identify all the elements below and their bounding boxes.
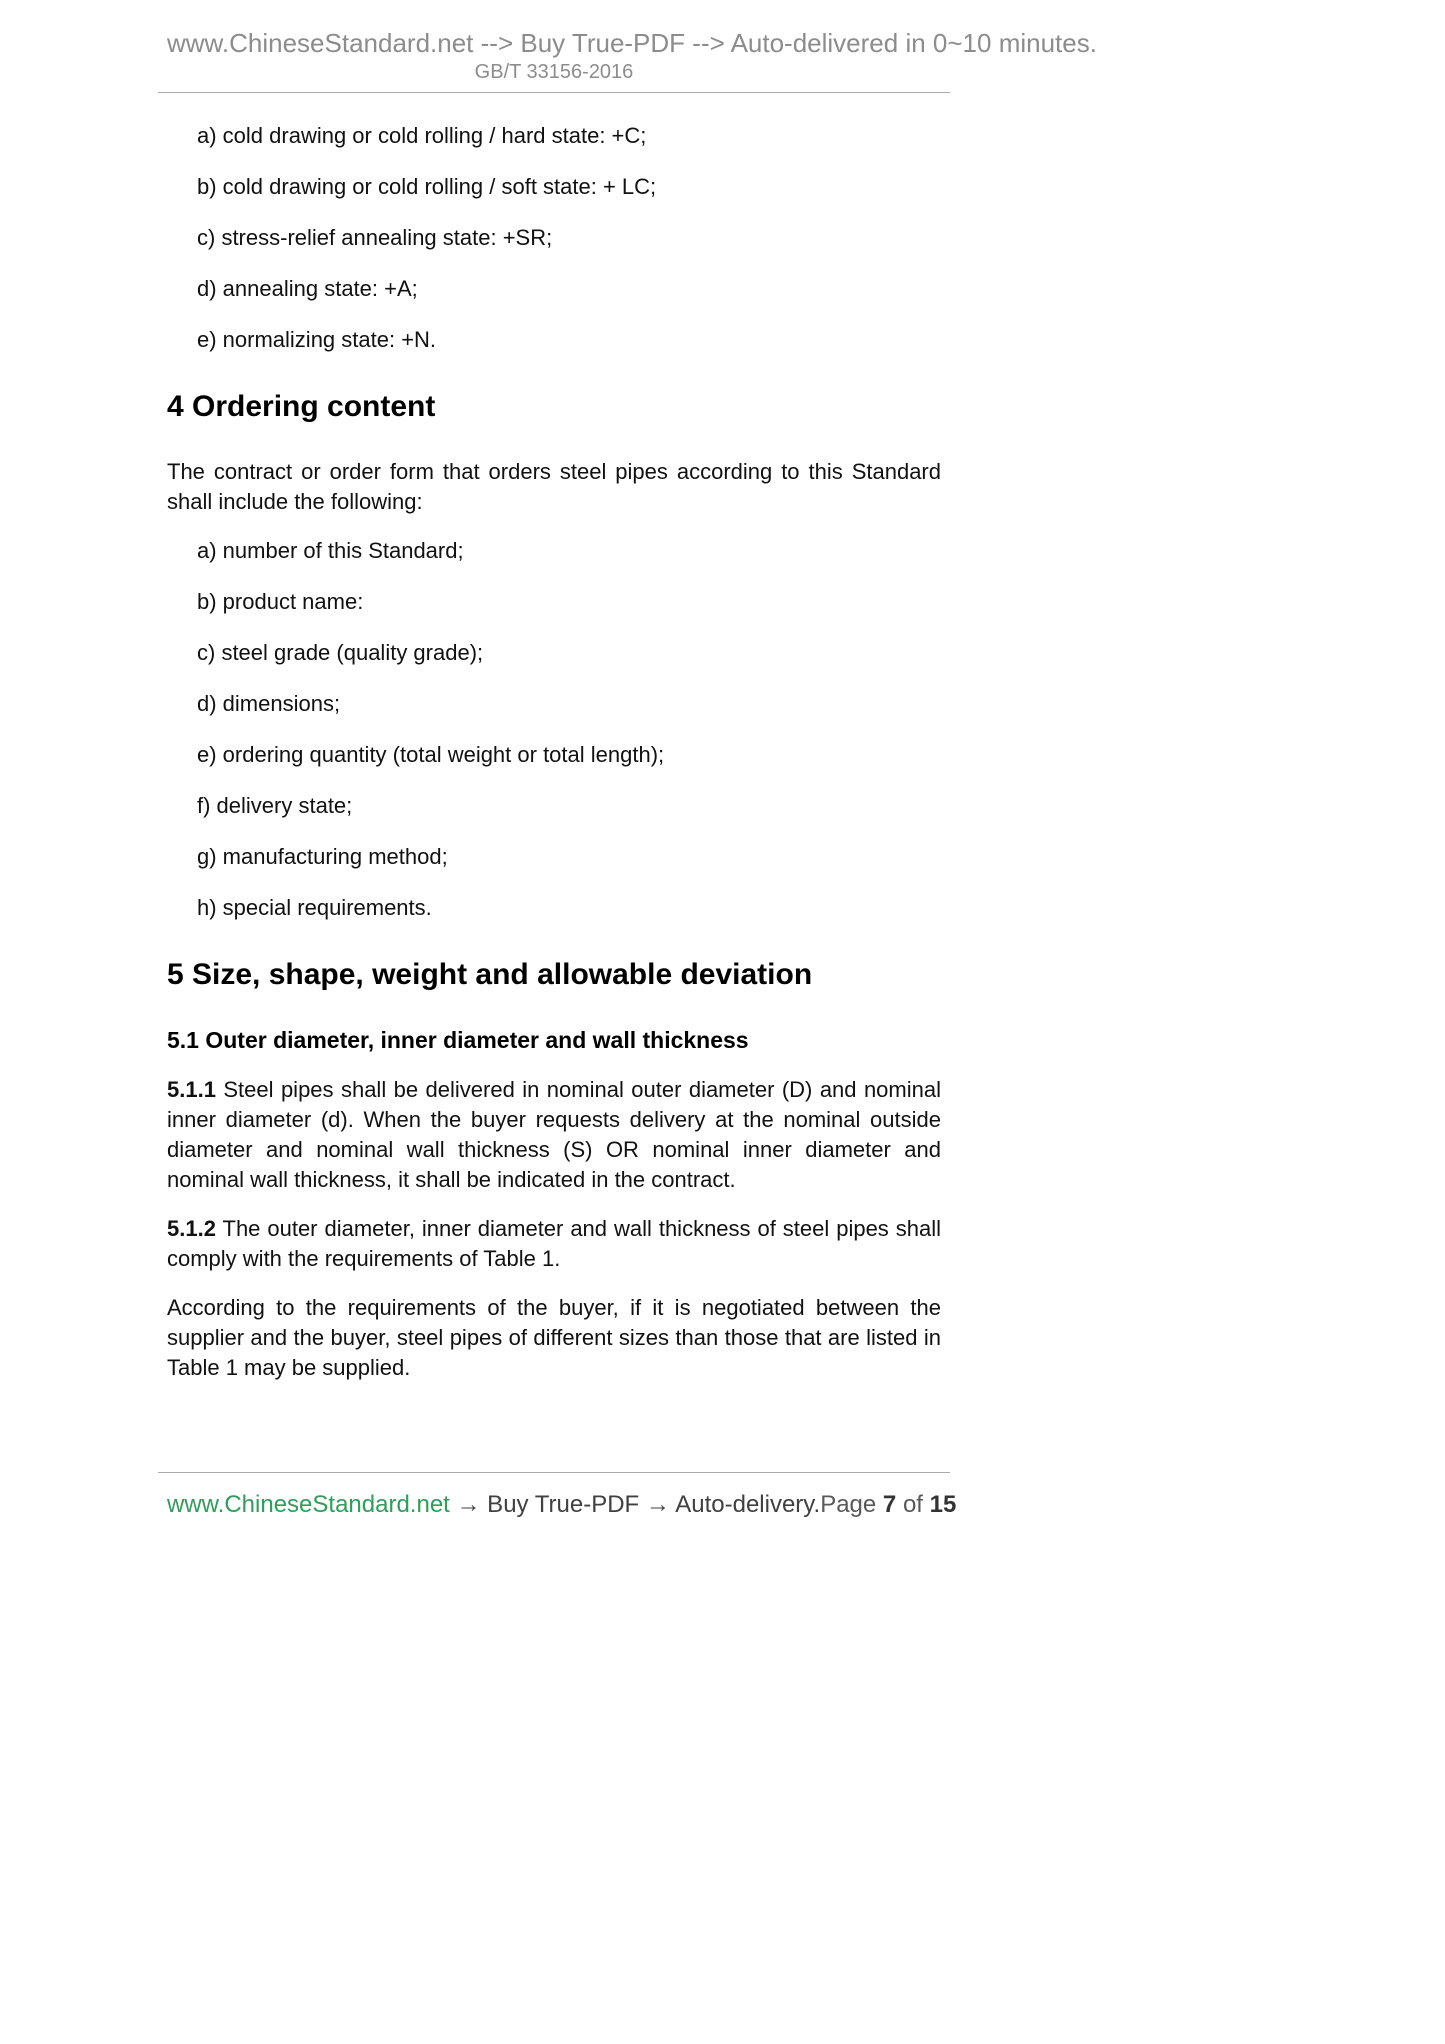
section-5-heading: 5 Size, shape, weight and allowable deviation bbox=[167, 958, 813, 991]
list-item: b) cold drawing or cold rolling / soft state: + LC; bbox=[197, 174, 657, 199]
list-item: f) delivery state; bbox=[197, 793, 353, 818]
paragraph-5-1-1 bbox=[167, 1075, 941, 1195]
clause-text: Steel pipes shall be delivered in nominal outer diameter (D) and nominal inner diameter (d). When the buyer requests delivery at the nominal outside diameter and nominal wall thickness (S) OR nominal inner diameter and nominal wall thickness, it shall be indicated in the contract. bbox=[167, 1077, 941, 1192]
header-promo-text: www.ChineseStandard.net --> Buy True-PDF --> Auto-delivered in 0~10 minutes. bbox=[167, 28, 1097, 58]
section-4-heading: 4 Ordering content bbox=[167, 390, 436, 423]
list-item: d) dimensions; bbox=[197, 691, 341, 716]
page-total: 15 bbox=[929, 1491, 957, 1518]
page-current: 7 bbox=[882, 1491, 897, 1518]
document-body bbox=[167, 121, 941, 1402]
list-item: a) number of this Standard; bbox=[197, 538, 464, 563]
list-item: e) ordering quantity (total weight or total length); bbox=[197, 742, 665, 767]
paragraph-5-1-2 bbox=[167, 1214, 941, 1274]
page-indicator bbox=[820, 1490, 956, 1520]
ordering-content-list bbox=[167, 536, 941, 923]
section-5-1-subheading: 5.1 Outer diameter, inner diameter and wall thickness bbox=[167, 1027, 749, 1053]
page-header bbox=[167, 28, 1097, 84]
footer-site-link[interactable]: www.ChineseStandard.net bbox=[167, 1491, 450, 1518]
page-footer bbox=[167, 1490, 957, 1520]
section-4-intro: The contract or order form that orders steel pipes according to this Standard shall include the following: bbox=[167, 459, 941, 514]
footer-divider bbox=[158, 1472, 950, 1473]
list-item: g) manufacturing method; bbox=[197, 844, 448, 869]
list-item: e) normalizing state: +N. bbox=[197, 327, 437, 352]
of-label: of bbox=[902, 1491, 923, 1518]
delivery-state-list bbox=[167, 121, 941, 355]
page-label: Page bbox=[820, 1491, 877, 1518]
footer-promo bbox=[167, 1490, 820, 1520]
list-item: c) stress-relief annealing state: +SR; bbox=[197, 225, 553, 250]
list-item: b) product name: bbox=[197, 589, 364, 614]
paragraph-note: According to the requirements of the buyer, if it is negotiated between the supplier and the buyer, steel pipes of different sizes than those that are listed in Table 1 may be supplied. bbox=[167, 1295, 941, 1380]
list-item: c) steel grade (quality grade); bbox=[197, 640, 484, 665]
document-number: GB/T 33156-2016 bbox=[474, 61, 634, 83]
list-item: a) cold drawing or cold rolling / hard state: +C; bbox=[197, 123, 647, 148]
header-divider bbox=[158, 92, 950, 93]
list-item: d) annealing state: +A; bbox=[197, 276, 418, 301]
list-item: h) special requirements. bbox=[197, 895, 432, 920]
footer-promo-tail: → Buy True-PDF → Auto-delivery. bbox=[449, 1491, 821, 1518]
clause-text: The outer diameter, inner diameter and wall thickness of steel pipes shall comply with the requirements of Table 1. bbox=[167, 1216, 942, 1271]
clause-number: 5.1.2 bbox=[167, 1216, 216, 1241]
clause-number: 5.1.1 bbox=[167, 1077, 216, 1102]
